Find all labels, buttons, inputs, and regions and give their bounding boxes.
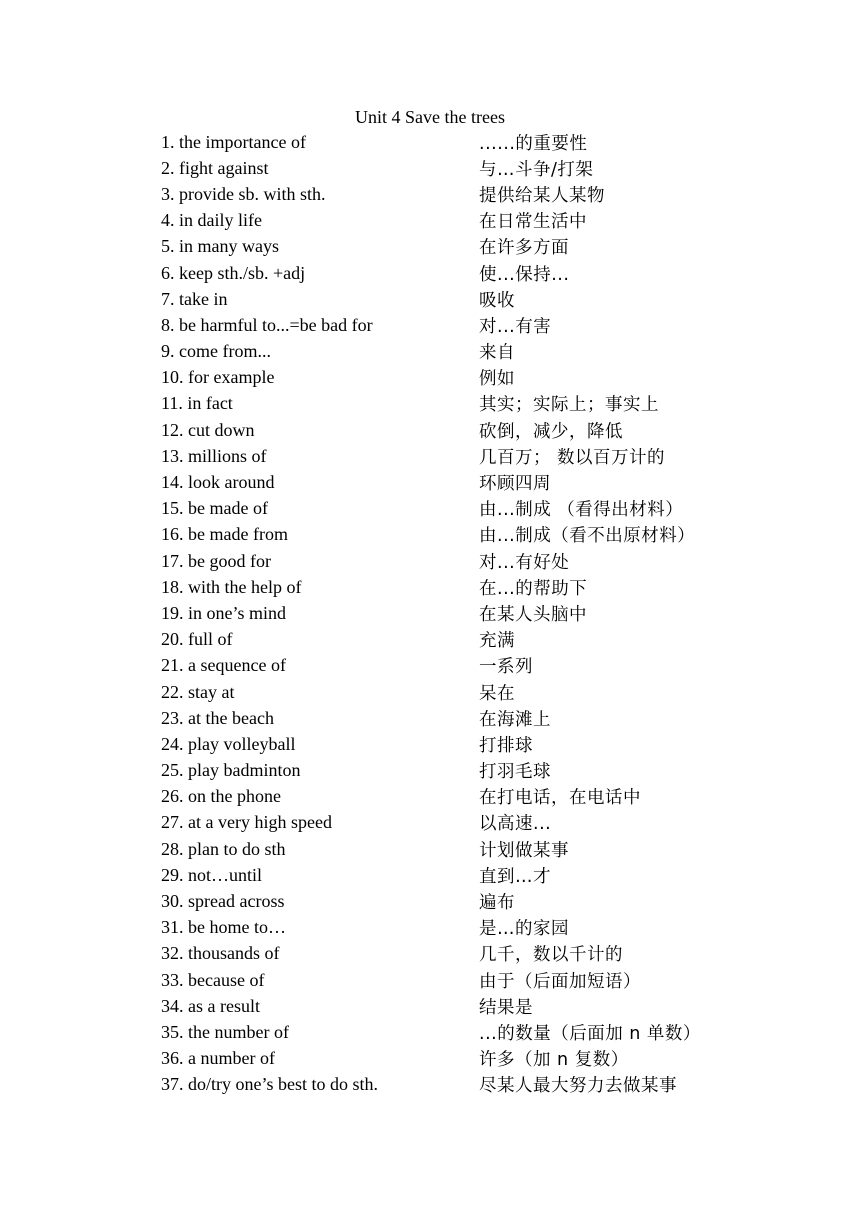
vocab-phrase: 33. because of: [161, 969, 265, 990]
vocab-row: [161, 627, 761, 653]
vocab-meaning: 计划做某事: [479, 840, 569, 861]
vocab-row: [161, 522, 761, 548]
vocab-phrase: 10. for example: [161, 367, 275, 388]
vocab-phrase: 16. be made from: [161, 524, 288, 545]
vocab-row: [161, 365, 761, 391]
vocab-phrase: 31. be home to…: [161, 917, 286, 938]
vocab-phrase: 18. with the help of: [161, 576, 302, 597]
vocab-row: [161, 469, 761, 495]
vocab-meaning: 砍倒，减少，降低: [479, 421, 623, 442]
vocab-phrase: 21. a sequence of: [161, 655, 286, 676]
vocab-row: [161, 181, 761, 207]
vocab-meaning: 提供给某人某物: [479, 185, 605, 206]
vocab-row: [161, 653, 761, 679]
vocab-phrase: 12. cut down: [161, 419, 255, 440]
vocab-phrase: 25. play badminton: [161, 760, 301, 781]
vocab-meaning: 是…的家园: [479, 919, 569, 940]
vocab-meaning: 在打电话，在电话中: [479, 788, 641, 809]
vocab-phrase: 19. in one’s mind: [161, 602, 286, 623]
vocab-meaning: 几百万； 数以百万计的: [479, 447, 666, 468]
vocab-meaning: 充满: [479, 631, 515, 652]
vocab-row: [161, 339, 761, 365]
vocab-phrase: 11. in fact: [161, 393, 233, 414]
vocab-phrase: 30. spread across: [161, 891, 285, 912]
vocab-meaning: 例如: [479, 369, 515, 390]
vocab-meaning: 在某人头脑中: [479, 604, 587, 625]
vocab-row: [161, 1072, 761, 1098]
vocab-meaning: 使...保持...: [479, 264, 570, 285]
vocab-meaning: 呆在: [479, 683, 515, 704]
vocab-meaning: 对...有好处: [479, 552, 570, 573]
vocab-meaning: 结果是: [479, 997, 533, 1018]
vocab-row: [161, 548, 761, 574]
vocab-phrase: 34. as a result: [161, 995, 260, 1016]
vocab-row: [161, 967, 761, 993]
vocab-row: [161, 600, 761, 626]
vocab-row: [161, 391, 761, 417]
vocab-meaning: 尽某人最大努力去做某事: [479, 1076, 677, 1097]
vocab-phrase: 2. fight against: [161, 157, 269, 178]
vocab-meaning: 直到…才: [479, 866, 551, 887]
vocab-meaning: 来自: [479, 343, 515, 364]
vocab-meaning: 在许多方面: [479, 238, 569, 259]
vocab-phrase: 22. stay at: [161, 681, 235, 702]
vocab-row: [161, 574, 761, 600]
vocab-phrase: 13. millions of: [161, 445, 267, 466]
vocab-meaning: 由...制成（看不出原材料）: [479, 526, 696, 547]
vocab-meaning: ......的重要性: [479, 133, 588, 154]
vocab-phrase: 1. the importance of: [161, 131, 306, 152]
vocab-meaning: 由...制成 （看得出材料）: [479, 500, 684, 521]
vocab-row: [161, 915, 761, 941]
vocab-row: [161, 993, 761, 1019]
vocab-phrase: 28. plan to do sth: [161, 838, 286, 859]
vocab-phrase: 37. do/try one’s best to do sth.: [161, 1074, 378, 1095]
vocab-row: [161, 705, 761, 731]
vocab-phrase: 20. full of: [161, 629, 233, 650]
vocab-meaning: 打羽毛球: [479, 762, 551, 783]
vocab-row: [161, 208, 761, 234]
vocab-row: [161, 810, 761, 836]
vocab-phrase: 14. look around: [161, 472, 275, 493]
vocab-phrase: 32. thousands of: [161, 943, 280, 964]
vocab-phrase: 6. keep sth./sb. +adj: [161, 262, 306, 283]
vocab-row: [161, 260, 761, 286]
vocab-phrase: 15. be made of: [161, 498, 268, 519]
vocab-meaning: 遍布: [479, 893, 515, 914]
vocab-phrase: 36. a number of: [161, 1048, 275, 1069]
vocab-phrase: 4. in daily life: [161, 210, 262, 231]
vocab-row: [161, 496, 761, 522]
vocab-row: [161, 836, 761, 862]
vocab-row: [161, 155, 761, 181]
vocab-row: [161, 1046, 761, 1072]
vocab-row: [161, 862, 761, 888]
vocab-row: [161, 1019, 761, 1045]
vocab-meaning: 以高速...: [479, 814, 552, 835]
vocab-row: [161, 234, 761, 260]
vocab-row: [161, 286, 761, 312]
vocab-phrase: 29. not…until: [161, 864, 263, 885]
vocab-row: [161, 312, 761, 338]
vocab-phrase: 24. play volleyball: [161, 733, 296, 754]
vocab-row: [161, 731, 761, 757]
vocab-meaning: 由于（后面加短语）: [479, 971, 641, 992]
document-title: Unit 4 Save the trees: [355, 107, 505, 127]
vocab-phrase: 27. at a very high speed: [161, 812, 332, 833]
vocab-list: [161, 129, 761, 1098]
vocab-meaning: 对...有害: [479, 316, 552, 337]
vocab-row: [161, 758, 761, 784]
vocab-phrase: 26. on the phone: [161, 786, 281, 807]
vocab-phrase: 5. in many ways: [161, 236, 279, 257]
vocab-phrase: 7. take in: [161, 288, 228, 309]
vocab-phrase: 35. the number of: [161, 1021, 289, 1042]
vocab-meaning: 在日常生活中: [479, 212, 587, 233]
vocab-row: [161, 443, 761, 469]
vocab-meaning: 在...的帮助下: [479, 578, 588, 599]
vocab-row: [161, 129, 761, 155]
vocab-meaning: 打排球: [479, 735, 533, 756]
vocab-meaning: 几千，数以千计的: [479, 945, 623, 966]
vocab-row: [161, 417, 761, 443]
vocab-row: [161, 941, 761, 967]
vocab-phrase: 17. be good for: [161, 550, 271, 571]
vocab-phrase: 3. provide sb. with sth.: [161, 183, 326, 204]
vocab-phrase: 9. come from...: [161, 341, 271, 362]
vocab-meaning: ...的数量（后面加 n 单数）: [479, 1023, 701, 1044]
vocab-meaning: 其实；实际上；事实上: [479, 395, 659, 416]
vocab-row: [161, 679, 761, 705]
vocab-meaning: 一系列: [479, 657, 533, 678]
vocab-row: [161, 888, 761, 914]
vocab-row: [161, 784, 761, 810]
vocab-meaning: 与…斗争/打架: [479, 159, 594, 180]
vocab-meaning: 吸收: [479, 290, 515, 311]
vocab-phrase: 8. be harmful to...=be bad for: [161, 314, 373, 335]
vocab-meaning: 许多（加 n 复数）: [479, 1050, 629, 1071]
vocab-meaning: 环顾四周: [479, 474, 551, 495]
vocab-phrase: 23. at the beach: [161, 707, 274, 728]
vocab-meaning: 在海滩上: [479, 709, 551, 730]
